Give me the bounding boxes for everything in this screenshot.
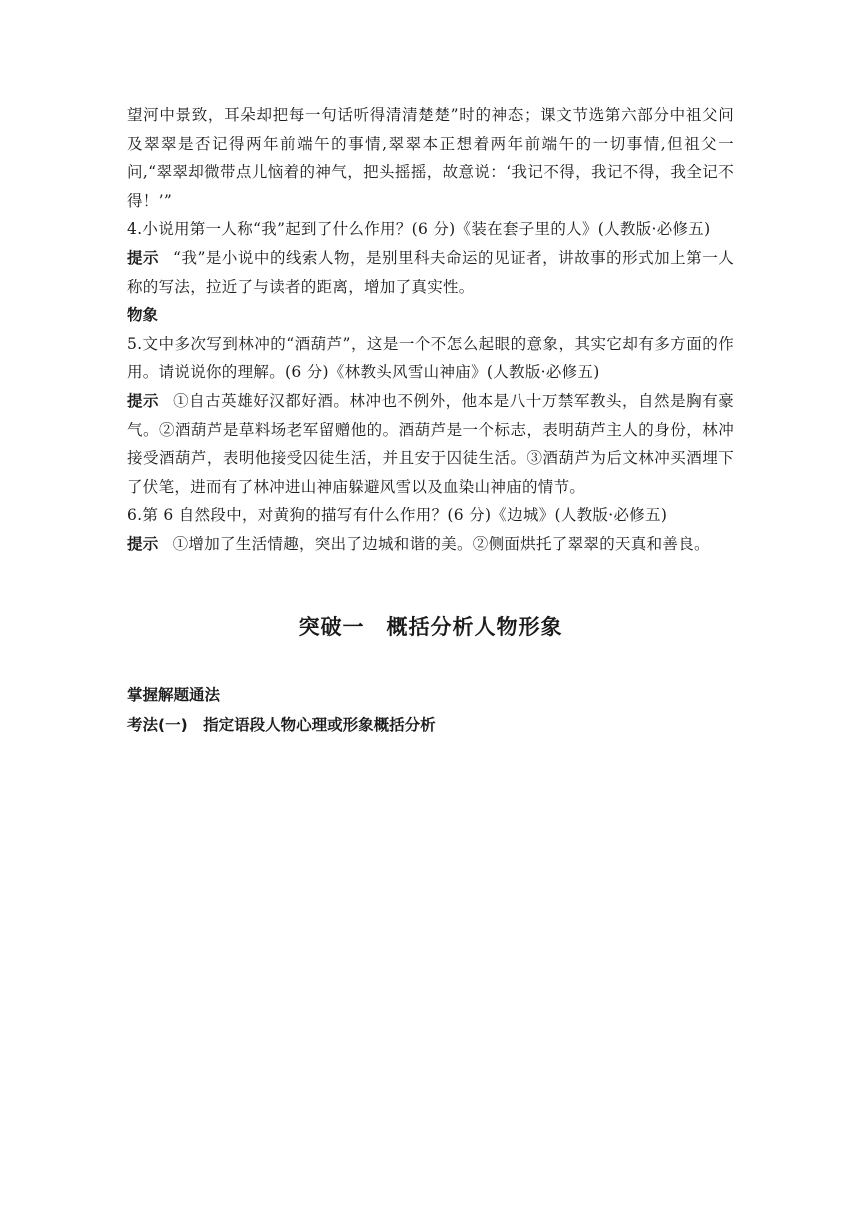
hint-label: 提示 <box>127 248 160 267</box>
question-5-hint <box>127 387 734 501</box>
continuation-paragraph: 望河中景致，耳朵却把每一句话听得清清楚楚”时的神态；课文节选第六部分中祖父问及翠翠是否记得两年前端午的事情,翠翠本正想着两年前端午的一切事情,但祖父一问,“翠翠却微带点儿恼着的神气，把头摇摇，故意说：‘我记不得，我记不得，我全记不得！’” <box>127 106 734 210</box>
question-4-hint <box>127 244 734 301</box>
question-6: 6.第 6 自然段中，对黄狗的描写有什么作用？(6 分)《边城》(人教版·必修五) <box>127 506 668 525</box>
section-title: 突破一 概括分析人物形象 <box>298 613 563 639</box>
hint-text: ①增加了生活情趣，突出了边城和谐的美。②侧面烘托了翠翠的天真和善良。 <box>172 534 710 553</box>
method-heading: 掌握解题通法 <box>127 685 221 704</box>
question-6-hint <box>127 530 734 559</box>
method-sub-heading: 考法(一) 指定语段人物心理或形象概括分析 <box>127 715 436 734</box>
hint-label: 提示 <box>127 534 159 553</box>
hint-text: “我”是小说中的线索人物，是别里科夫命运的见证者，讲故事的形式加上第一人称的写法，拉近了与读者的距离，增加了真实性。 <box>127 248 734 296</box>
question-4: 4.小说用第一人称“我”起到了什么作用？(6 分)《装在套子里的人》(人教版·必修五) <box>127 220 711 239</box>
hint-label: 提示 <box>127 391 160 410</box>
hint-text: ①自古英雄好汉都好酒。林冲也不例外，他本是八十万禁军教头，自然是胸有豪气。②酒葫芦是草料场老军留赠他的。酒葫芦是一个标志，表明葫芦主人的身份，林冲接受酒葫芦，表明他接受囚徒生活，并且安于囚徒生活。③酒葫芦为后文林冲买酒埋下了伏笔，进而有了林冲进山神庙躲避风雪以及血染山神庙的情节。 <box>127 391 734 496</box>
document-page <box>127 101 734 740</box>
section-label-objects: 物象 <box>127 306 159 325</box>
question-5: 5.文中多次写到林冲的“酒葫芦”，这是一个不怎么起眼的意象，其实它却有多方面的作用。请说说你的理解。(6 分)《林教头风雪山神庙》(人教版·必修五) <box>127 334 734 382</box>
